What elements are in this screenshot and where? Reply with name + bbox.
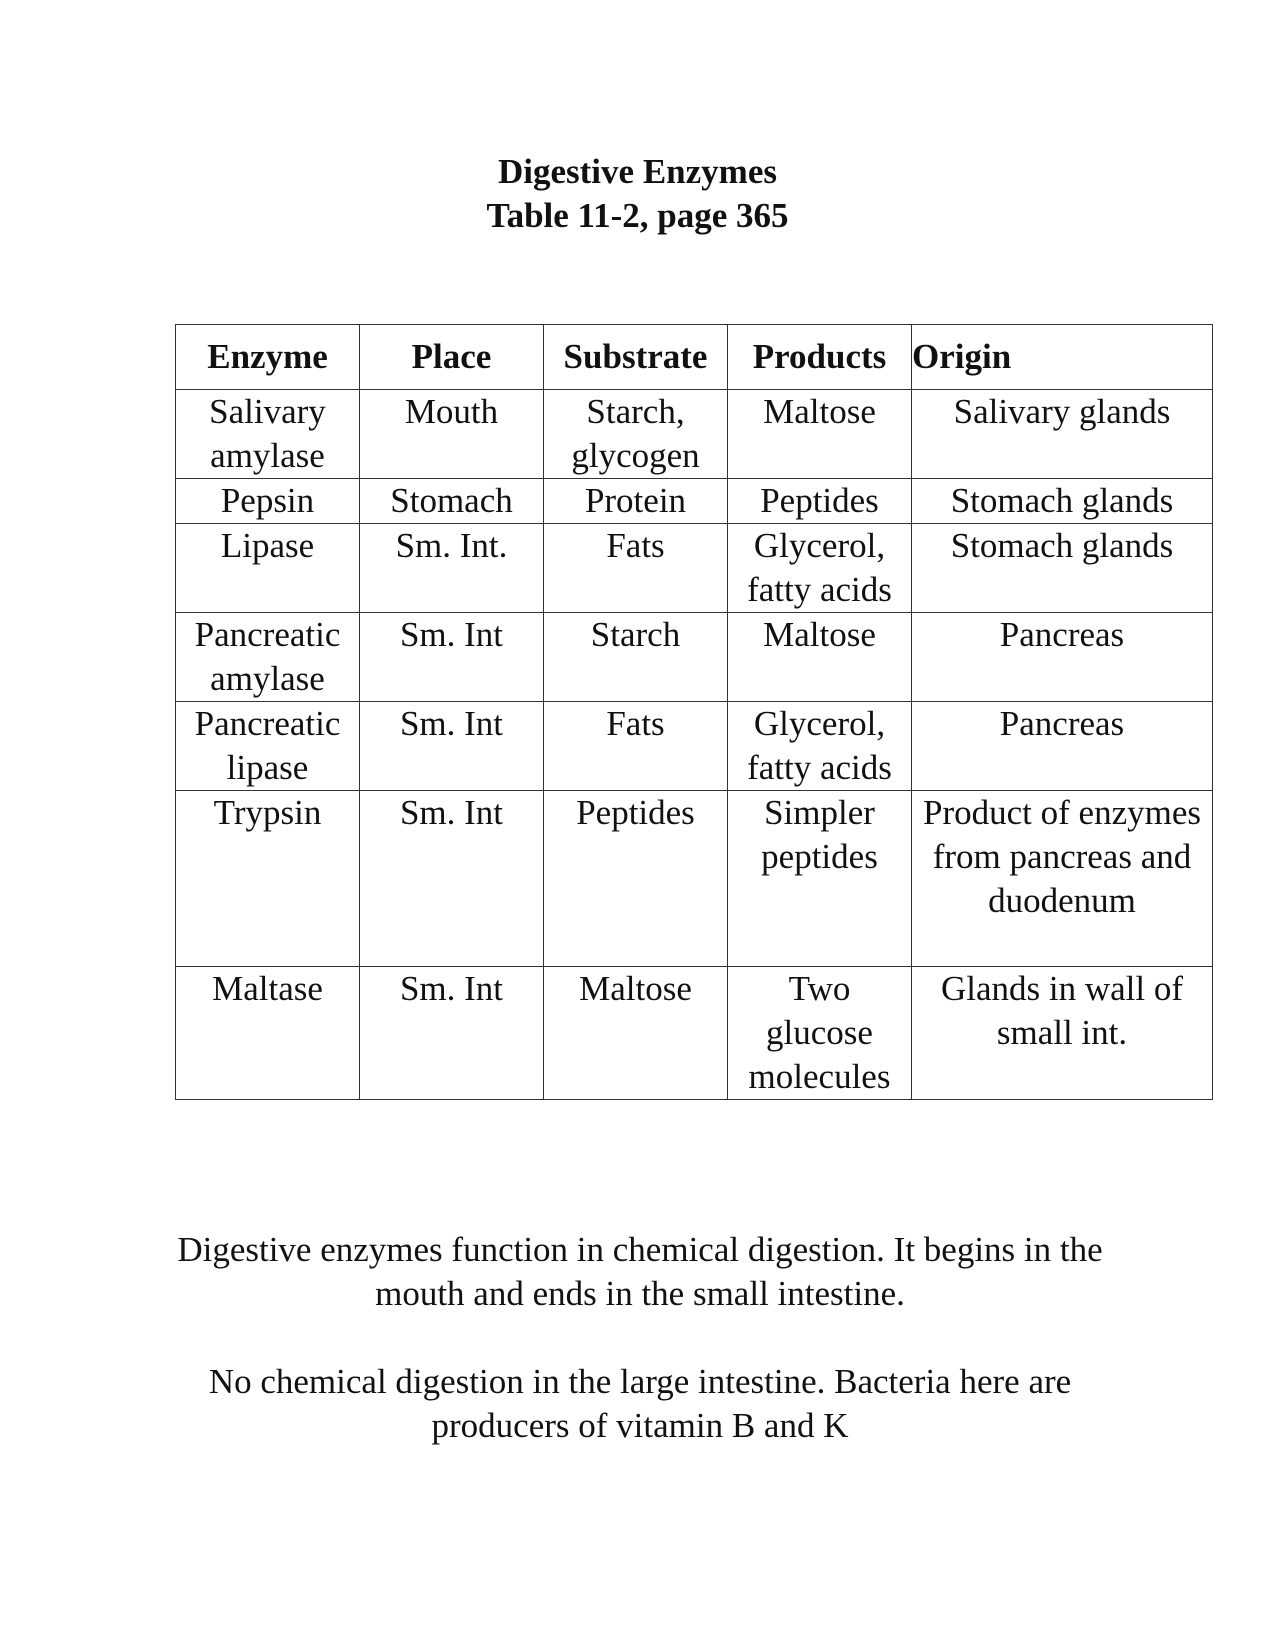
cell-enzyme: Pancreatic lipase (176, 702, 360, 791)
cell-products: Maltose (728, 390, 912, 479)
table-row (176, 613, 1213, 702)
cell-origin: Salivary glands (912, 390, 1213, 479)
digestive-enzymes-table (175, 324, 1213, 1100)
cell-place: Sm. Int (360, 967, 544, 1100)
table-row (176, 524, 1213, 613)
cell-substrate: Peptides (544, 791, 728, 967)
table-row (176, 791, 1213, 967)
header-substrate: Substrate (544, 325, 728, 390)
table-row (176, 479, 1213, 524)
header-products: Products (728, 325, 912, 390)
cell-origin: Pancreas (912, 702, 1213, 791)
cell-enzyme: Trypsin (176, 791, 360, 967)
cell-products: Two glucose molecules (728, 967, 912, 1100)
cell-products: Simpler peptides (728, 791, 912, 967)
cell-origin: Pancreas (912, 613, 1213, 702)
cell-origin: Product of enzymes from pancreas and duodenum (912, 791, 1213, 967)
header-enzyme: Enzyme (176, 325, 360, 390)
cell-origin: Stomach glands (912, 479, 1213, 524)
cell-substrate: Protein (544, 479, 728, 524)
cell-substrate: Fats (544, 702, 728, 791)
cell-enzyme: Pancreatic amylase (176, 613, 360, 702)
title-line-1: Digestive Enzymes (498, 152, 777, 191)
cell-enzyme: Lipase (176, 524, 360, 613)
cell-substrate: Starch (544, 613, 728, 702)
header-place: Place (360, 325, 544, 390)
note-large-intestine: No chemical digestion in the large intestine. Bacteria here are producers of vitamin B and K (208, 1362, 1072, 1445)
cell-substrate: Starch, glycogen (544, 390, 728, 479)
table-row (176, 702, 1213, 791)
cell-place: Sm. Int (360, 702, 544, 791)
cell-products: Peptides (728, 479, 912, 524)
cell-enzyme: Maltase (176, 967, 360, 1100)
cell-products: Glycerol, fatty acids (728, 524, 912, 613)
cell-products: Glycerol, fatty acids (728, 702, 912, 791)
cell-place: Sm. Int (360, 613, 544, 702)
cell-origin: Stomach glands (912, 524, 1213, 613)
cell-enzyme: Pepsin (176, 479, 360, 524)
cell-place: Stomach (360, 479, 544, 524)
cell-substrate: Maltose (544, 967, 728, 1100)
cell-place: Sm. Int (360, 791, 544, 967)
title-line-2: Table 11-2, page 365 (486, 196, 789, 235)
cell-enzyme: Salivary amylase (176, 390, 360, 479)
cell-origin: Glands in wall of small int. (912, 967, 1213, 1100)
cell-products: Maltose (728, 613, 912, 702)
document-title (0, 150, 1275, 238)
note-chemical-digestion: Digestive enzymes function in chemical digestion. It begins in the mouth and ends in the small intestine. (177, 1230, 1103, 1313)
cell-place: Mouth (360, 390, 544, 479)
cell-place: Sm. Int. (360, 524, 544, 613)
table-row (176, 967, 1213, 1100)
cell-substrate: Fats (544, 524, 728, 613)
header-origin: Origin (912, 325, 1213, 390)
table-header-row (176, 325, 1213, 390)
table-row (176, 390, 1213, 479)
